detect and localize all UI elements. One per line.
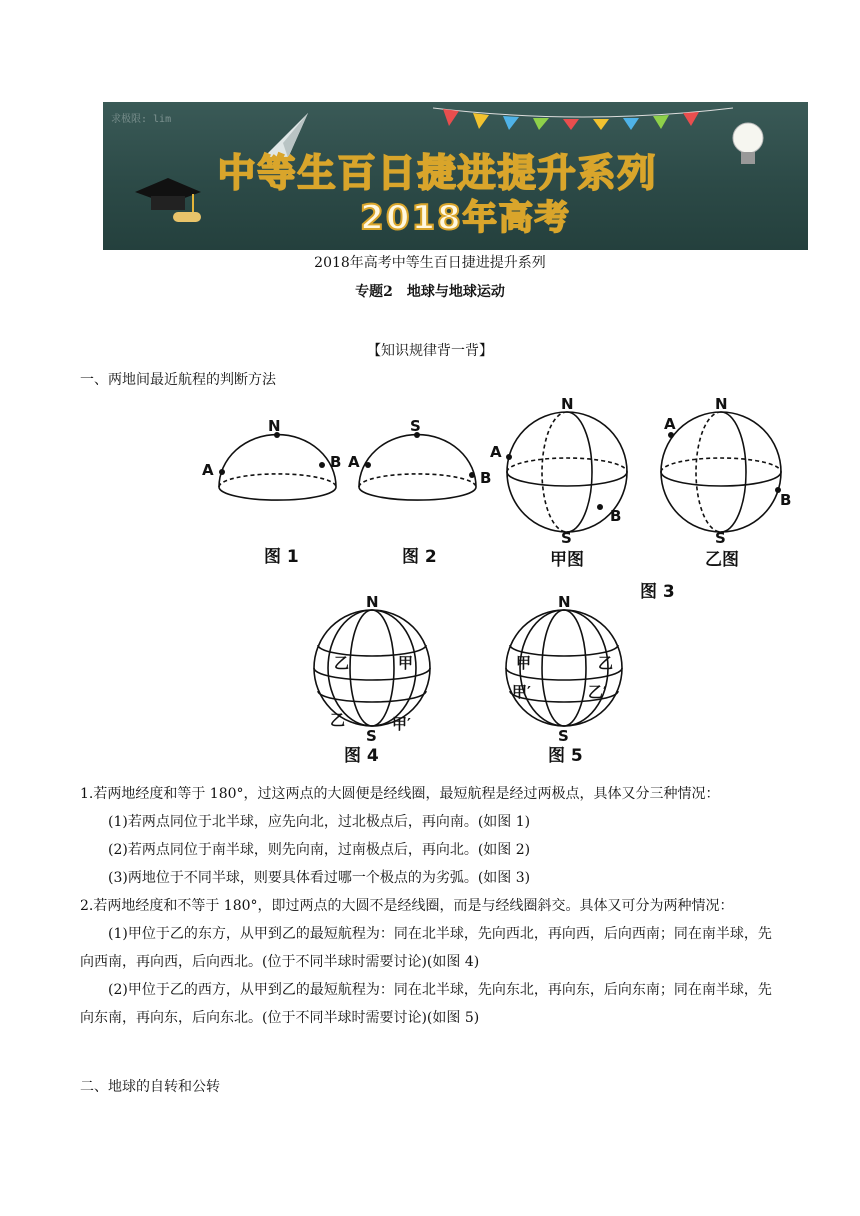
document-subtitle: 专题2 地球与地球运动 [355, 284, 505, 300]
fig1-caption: 图 1 [264, 547, 299, 567]
formula-scribble: 求极限: lim [111, 114, 172, 125]
fig3b-label-s: S [715, 529, 726, 547]
fig4-label-jia: 甲 [398, 654, 414, 672]
paragraph-1c: (3)两地位于不同半球，则要具体看过哪一个极点的为劣弧。(如图 3) [108, 870, 531, 886]
fig4-label-s: S [366, 727, 377, 745]
fig5-label-jia: 甲 [516, 654, 532, 672]
paragraph-2: 2.若两地经度和不等于 180°，即过两点的大圆不是经线圈，而是与经线圈斜交。具体又可分为两种情况： [80, 898, 734, 914]
fig3a-label-a: A [490, 443, 502, 461]
banner-line-2: 2018年高考 [360, 198, 571, 238]
fig3b-label-a: A [664, 415, 676, 433]
fig3b-label-b: B [780, 491, 792, 509]
fig5-label-jia-prime: 甲′ [512, 683, 531, 701]
paragraph-2b: (2)甲位于乙的西方，从甲到乙的最短航程为：同在北半球，先向东北，再向东，后向东南；同在南半球，先向东南，再向东，后向东北。(位于不同半球时需要讨论)(如图 5) [80, 982, 772, 1026]
fig3a-label-s: S [561, 529, 572, 547]
paragraph-2a: (1)甲位于乙的东方，从甲到乙的最短航程为：同在北半球，先向西北，再向西，后向西南；同在南半球，先向西南，再向西，后向西北。(位于不同半球时需要讨论)(如图 4) [80, 926, 772, 970]
fig1-label-b: B [330, 453, 342, 471]
fig2-caption: 图 2 [402, 547, 437, 567]
document-title: 2018年高考中等生百日捷进提升系列 [314, 255, 546, 271]
fig1-label-n: N [268, 417, 281, 435]
fig5-label-s: S [558, 727, 569, 745]
header-banner [103, 102, 808, 250]
part-2-heading: 二、地球的自转和公转 [80, 1079, 220, 1095]
fig4-label-yi: 乙 [334, 654, 350, 672]
fig5-label-yi-prime: 乙′ [588, 683, 607, 701]
fig3b-label-n: N [715, 395, 728, 413]
part-1-heading: 一、两地间最近航程的判断方法 [80, 372, 276, 388]
fig3b-caption: 乙图 [705, 550, 739, 570]
fig5-caption: 图 5 [548, 746, 583, 766]
fig3a-label-n: N [561, 395, 574, 413]
fig1-label-a: A [202, 461, 214, 479]
fig4-label-yi-2: 乙 [330, 711, 346, 729]
fig5-label-n: N [558, 593, 571, 611]
fig3a-label-b: B [610, 507, 622, 525]
section-heading: 【知识规律背一背】 [367, 343, 493, 359]
fig4-label-n: N [366, 593, 379, 611]
fig4-label-jia-prime: 甲′ [392, 715, 411, 733]
paragraph-1b: (2)若两点同位于南半球，则先向南，过南极点后，再向北。(如图 2) [108, 842, 531, 858]
fig2-label-b: B [480, 469, 492, 487]
fig5-label-yi: 乙 [598, 654, 614, 672]
fig3a-caption: 甲图 [550, 550, 584, 570]
paragraph-1a: (1)若两点同位于北半球，应先向北，过北极点后，再向南。(如图 1) [108, 814, 531, 830]
fig2-label-a: A [348, 453, 360, 471]
fig2-label-s: S [410, 417, 421, 435]
figures-diagram [0, 395, 860, 775]
fig4-caption: 图 4 [344, 746, 379, 766]
paragraph-1: 1.若两地经度和等于 180°，过这两点的大圆便是经线圈，最短航程是经过两极点，具体又分三种情况： [80, 786, 720, 802]
bunting-decoration [433, 104, 733, 130]
banner-line-1: 中等生百日捷进提升系列 [217, 151, 658, 195]
fig3-caption: 图 3 [640, 582, 675, 602]
